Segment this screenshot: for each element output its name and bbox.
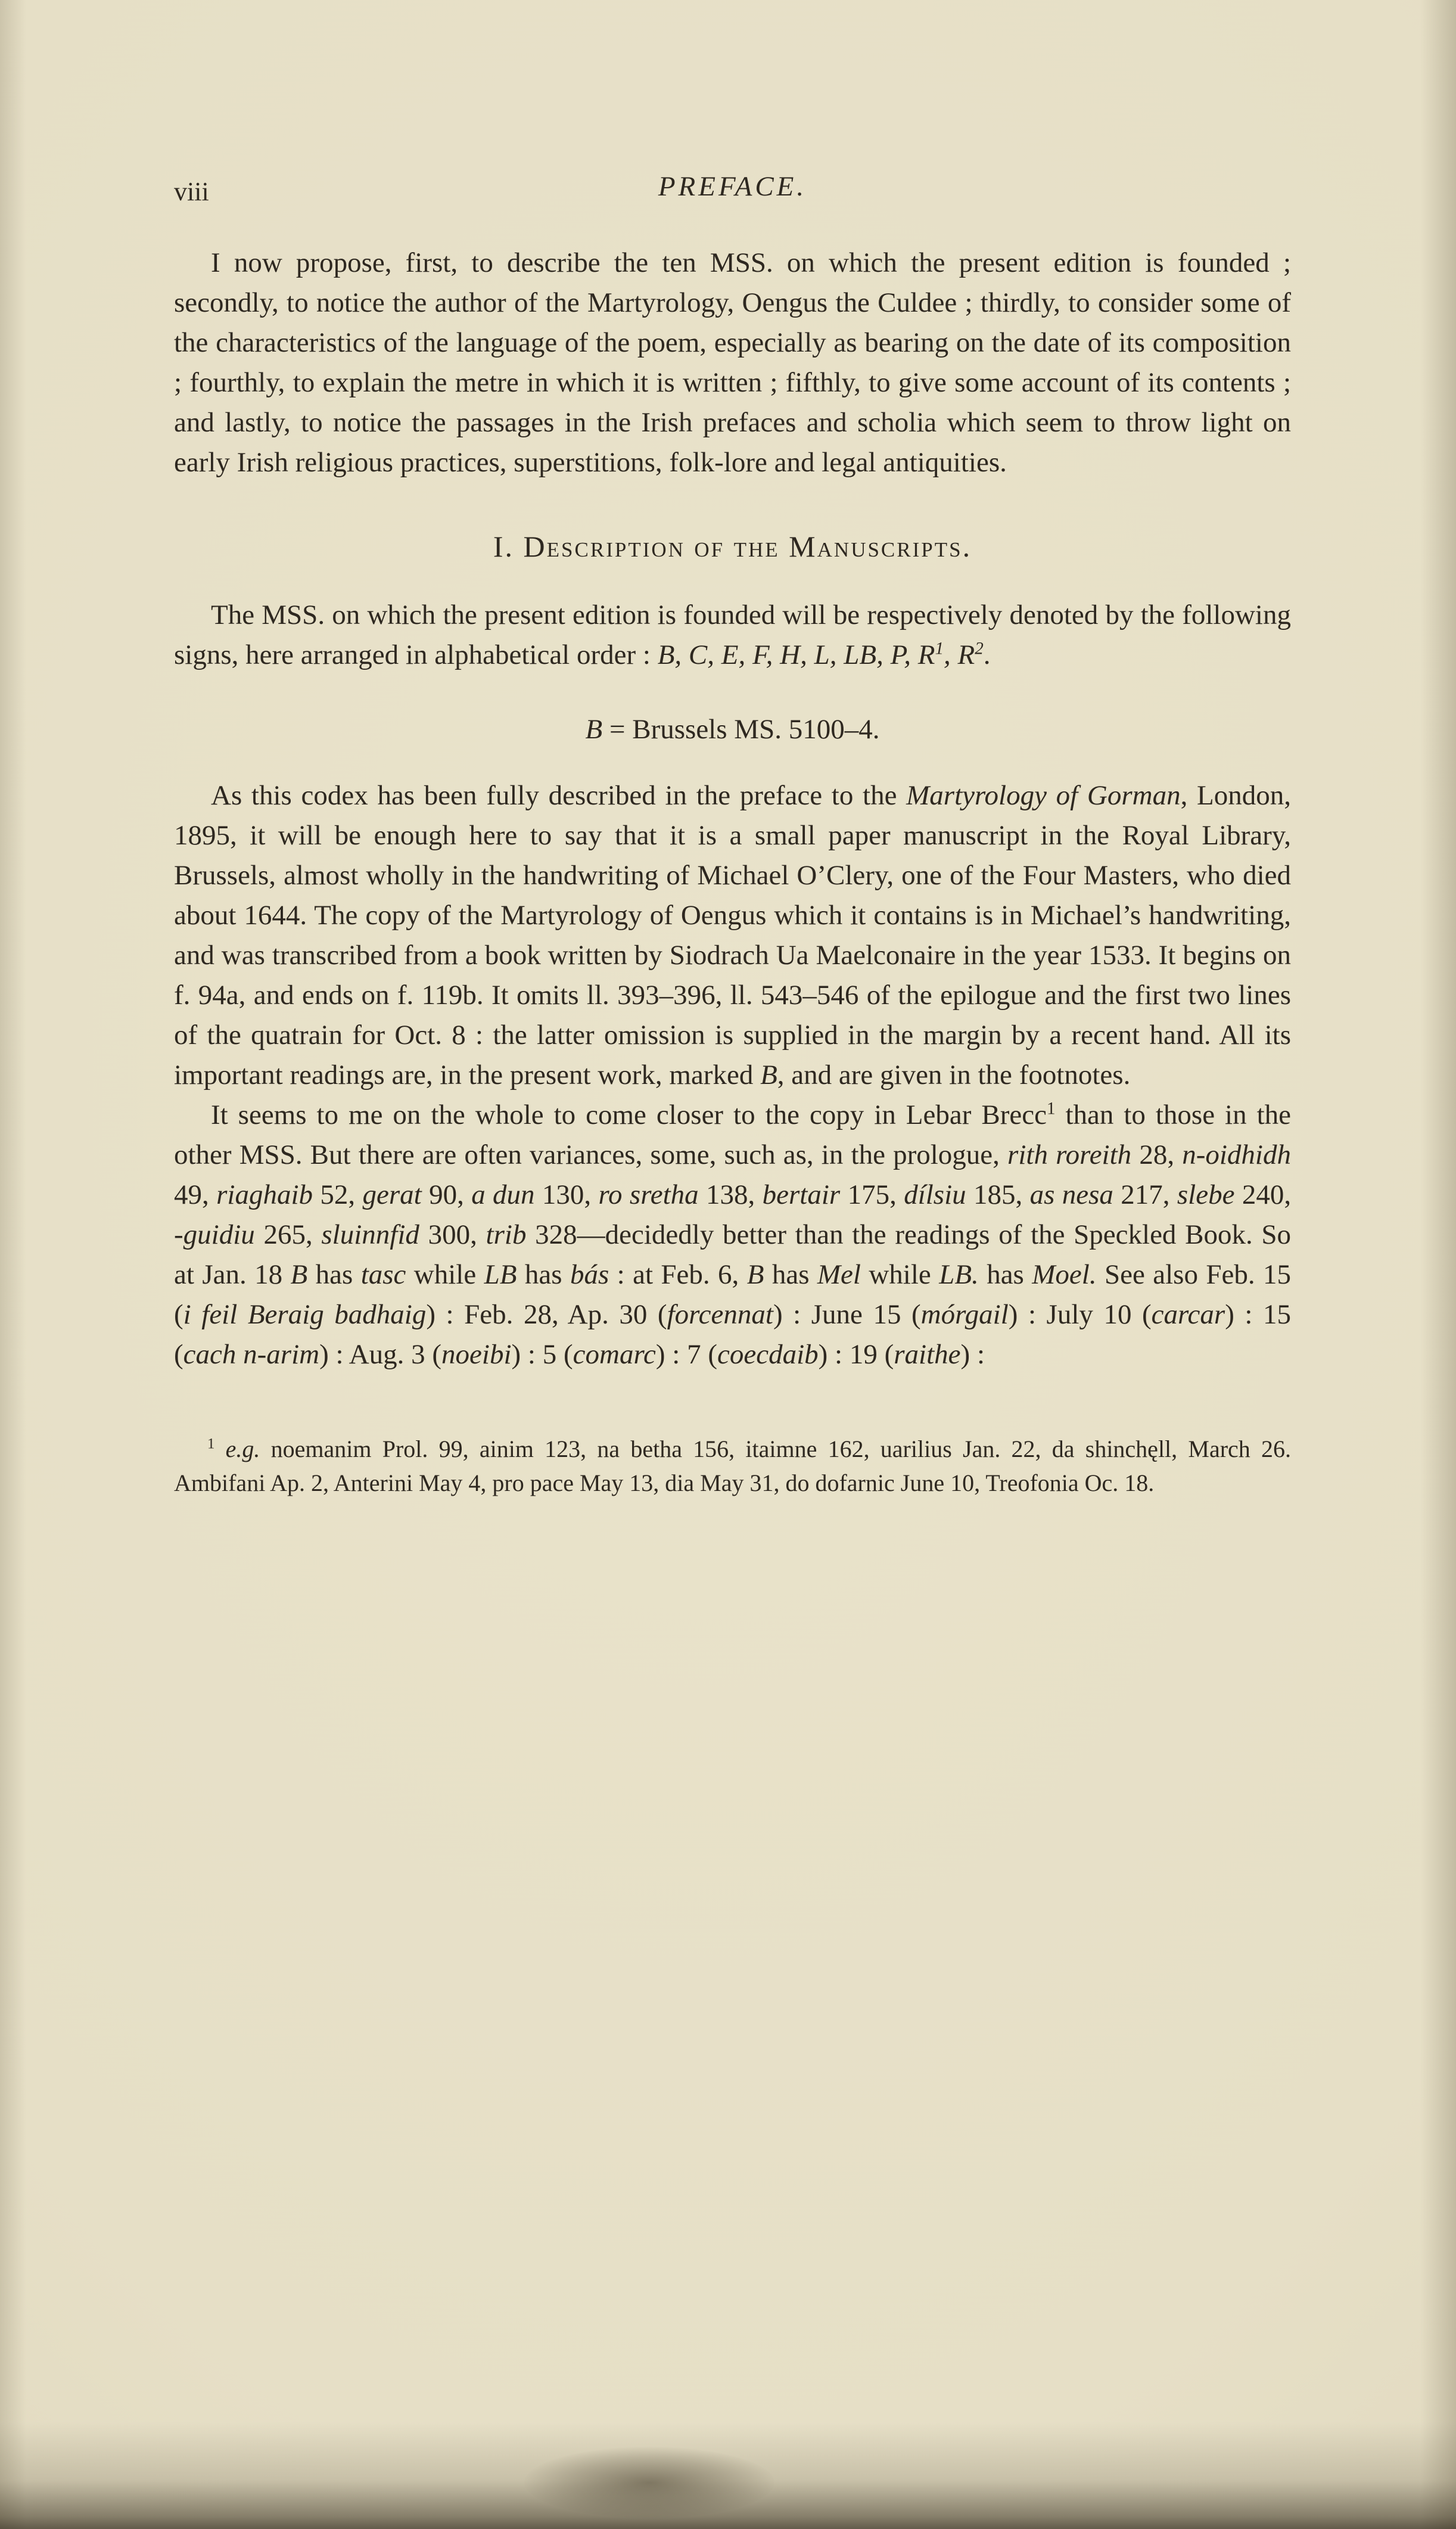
text-segment: It seems to me on the whole to come closer to the copy in Lebar Brecc (211, 1099, 1047, 1130)
page-title: PREFACE. (658, 171, 807, 202)
text-segment: LB (484, 1259, 517, 1290)
right-edge-shadow (1420, 0, 1456, 2529)
brussels-description-paragraph (174, 776, 1291, 1095)
text-segment: ) : 15 ( (174, 1299, 1291, 1370)
text-segment: has (764, 1259, 817, 1290)
text-segment: 328—decidedly better than the readings of the Speckled Book. So at Jan. 18 (174, 1219, 1292, 1290)
text-segment: coecdaib (717, 1339, 819, 1370)
signs-paragraph (174, 595, 1291, 675)
text-segment: See also Feb. 15 ( (174, 1259, 1291, 1330)
text-segment: than to those in the other MSS. But there are often variances, some, such as, in the prologue, (174, 1099, 1291, 1170)
text-segment (214, 1436, 225, 1462)
text-segment: Martyrology of Gorman (906, 780, 1181, 811)
text-segment: ) : Feb. 28, Ap. 30 ( (426, 1299, 667, 1330)
text-segment: I. Description of the Manuscripts. (493, 530, 972, 563)
text-segment: bás (570, 1259, 609, 1290)
text-segment: n-oidhidh (1182, 1139, 1291, 1170)
text-segment: 130, (534, 1179, 599, 1210)
text-segment: noemanim Prol. 99, ainim 123, na betha 156, itaimne 162, uarilius Jan. 22, da shinchęll, March 26. Ambifani Ap. 2, Anterini May 4, pro pace May 13, dia May 31, do dofarnic June 10, Treofonia Oc. 18. (174, 1436, 1292, 1496)
text-segment: B (760, 1060, 777, 1090)
text-segment: ) : (960, 1339, 985, 1370)
text-segment: forcennat (667, 1299, 773, 1330)
text-segment: mórgail (920, 1299, 1009, 1330)
text-segment: , London, 1895, it will be enough here to say that it is a small paper manuscript in the Royal Library, Brussels, almost wholly in the handwriting of Michael O’Clery, one of the Four Masters, who died about 1644. The copy of the Martyrology of Oengus which it contains is in Michael’s handwriting, and was transcribed from a book written by Siodrach Ua Maelconaire in the year 1533. It begins on f. 94a, and ends on f. 119b. It omits ll. 393–396, ll. 543–546 of the epilogue and the first two lines of the quatrain for Oct. 8 : the latter omission is supplied in the margin by a recent hand. All its important readings are, in the present work, marked (174, 780, 1291, 1090)
text-segment: ) : 5 ( (511, 1339, 573, 1370)
text-segment: B, C, E, F, H, L, LB, P, R (657, 639, 935, 670)
text-segment: gerat (362, 1179, 422, 1210)
text-segment: : at Feb. 6, (609, 1259, 747, 1290)
text-segment: Moel. (1032, 1259, 1097, 1290)
text-segment: as nesa (1029, 1179, 1113, 1210)
text-segment: comarc (573, 1339, 656, 1370)
text-segment: = Brussels MS. 5100–4. (602, 714, 880, 745)
page-header (174, 170, 1291, 218)
text-segment: . (983, 639, 991, 670)
text-segment: ) : 7 ( (655, 1339, 717, 1370)
text-segment: sluinnfid (321, 1219, 419, 1250)
text-segment: riaghaib (216, 1179, 313, 1210)
text-segment: bertair (762, 1179, 841, 1210)
text-segment: trib (486, 1219, 527, 1250)
text-segment: while (406, 1259, 484, 1290)
text-segment: cach n-arim (183, 1339, 320, 1370)
page-number: viii (174, 177, 209, 206)
text-segment: 265, (254, 1219, 322, 1250)
superscript: 2 (975, 639, 984, 658)
text-segment: tasc (360, 1259, 406, 1290)
brussels-ms-subheading (174, 710, 1291, 750)
text-segment: 52, (313, 1179, 363, 1210)
text-segment: , R (944, 639, 975, 670)
footnote-1 (174, 1432, 1291, 1500)
text-segment: 217, (1113, 1179, 1177, 1210)
section-1-heading (174, 527, 1291, 567)
text-segment: 240, (1234, 1179, 1292, 1210)
text-segment: ) : July 10 ( (1008, 1299, 1152, 1330)
text-segment: i feil Beraig badhaig (183, 1299, 427, 1330)
text-segment: ) : 19 ( (818, 1339, 894, 1370)
text-segment: has (978, 1259, 1032, 1290)
text-segment: carcar (1151, 1299, 1225, 1330)
text-segment: Mel (817, 1259, 861, 1290)
text-segment: while (860, 1259, 939, 1290)
page-content (174, 243, 1291, 1500)
text-segment: 138, (698, 1179, 763, 1210)
text-segment: 28, (1131, 1139, 1183, 1170)
text-segment: ) : June 15 ( (773, 1299, 921, 1330)
text-segment: ro sretha (598, 1179, 699, 1210)
text-segment: noeibi (441, 1339, 512, 1370)
intro-paragraph (174, 243, 1291, 483)
text-segment: e.g. (225, 1436, 260, 1462)
superscript: 1 (1046, 1099, 1056, 1119)
text-segment: a dun (471, 1179, 535, 1210)
text-segment: has (307, 1259, 361, 1290)
text-segment: 175, (840, 1179, 904, 1210)
superscript: 1 (935, 639, 944, 658)
text-segment: 185, (966, 1179, 1030, 1210)
text-segment: ) : Aug. 3 ( (319, 1339, 442, 1370)
text-segment: The MSS. on which the present edition is founded will be respectively denoted by the following signs, here arranged in alphabetical order : (174, 599, 1291, 670)
text-segment: B (585, 714, 603, 745)
text-segment: I now propose, first, to describe the ten MSS. on which the present edition is founded ; secondly, to notice the author of the Martyrology, Oengus the Culdee ; thirdly, to consider some of the characteristics of the language of the poem, especially as bearing on the date of its composition ; fourthly, to explain the metre in which it is written ; fifthly, to give some account of its contents ; and lastly, to notice the passages in the Irish prefaces and scholia which seem to throw light on early Irish religious practices, superstitions, folk-lore and legal antiquities. (174, 247, 1291, 478)
left-edge-shadow (0, 0, 26, 2529)
text-segment: 300, (419, 1219, 486, 1250)
text-segment: As this codex has been fully described in the preface to the (211, 780, 907, 811)
text-segment: B (290, 1259, 308, 1290)
superscript: 1 (207, 1436, 215, 1452)
variances-paragraph (174, 1095, 1291, 1375)
text-segment: LB. (939, 1259, 979, 1290)
text-segment: 49, (174, 1179, 217, 1210)
text-segment: raithe (894, 1339, 961, 1370)
text-segment: 90, (421, 1179, 472, 1210)
text-segment: dílsiu (904, 1179, 966, 1210)
text-segment: has (517, 1259, 570, 1290)
bottom-edge-shadow (0, 2422, 1456, 2529)
text-segment: slebe (1177, 1179, 1235, 1210)
text-segment: , and are given in the footnotes. (777, 1060, 1131, 1090)
text-segment: B (746, 1259, 764, 1290)
text-segment: rith roreith (1007, 1139, 1132, 1170)
text-segment: -guidiu (174, 1219, 255, 1250)
